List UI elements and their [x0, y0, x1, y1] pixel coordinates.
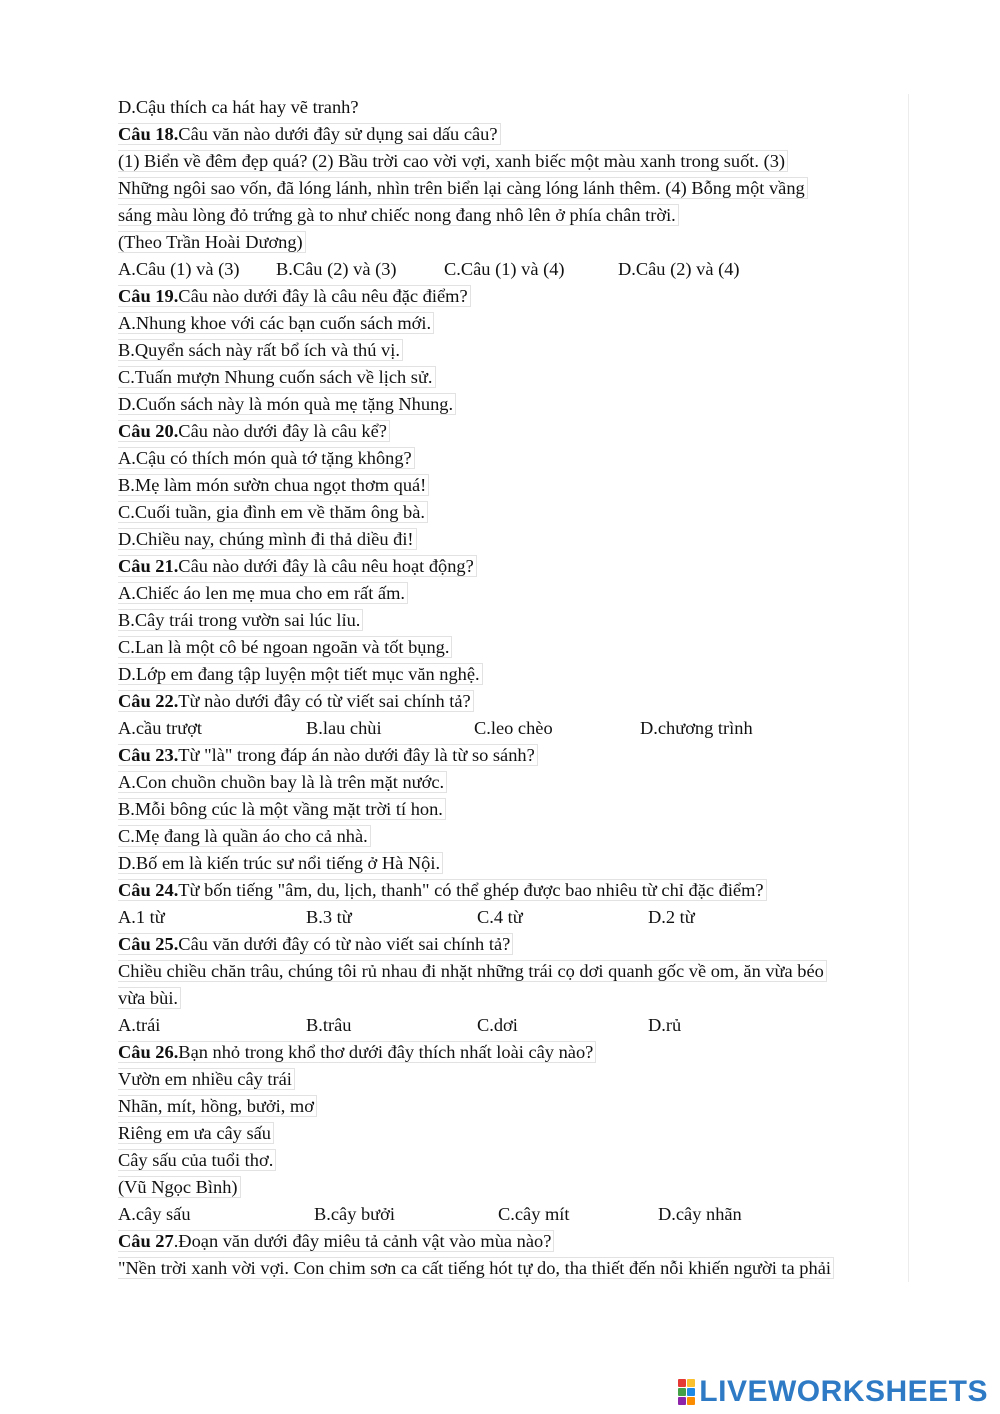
option-b[interactable]: B.Câu (2) và (3) [276, 259, 397, 279]
question-text: Câu văn nào dưới đây sử dụng sai dấu câu? [178, 124, 498, 144]
question-text: Câu nào dưới đây là câu kể? [178, 421, 387, 441]
option-line [118, 364, 908, 391]
option-line [118, 850, 908, 877]
option-d[interactable]: D.Câu (2) và (4) [618, 259, 740, 279]
option-c[interactable]: C.Cuối tuần, gia đình em về thăm ông bà. [118, 501, 428, 523]
option-b[interactable]: B.trâu [306, 1015, 352, 1035]
option-c[interactable]: C.Lan là một cô bé ngoan ngoãn và tốt bụng. [118, 636, 452, 658]
option-c[interactable]: C.dơi [477, 1015, 518, 1035]
question-24 [118, 877, 908, 904]
question-23 [118, 742, 908, 769]
option-line [118, 499, 908, 526]
option-line [118, 580, 908, 607]
question-number: Câu 19. [118, 286, 179, 306]
option-a[interactable]: A.Chiếc áo len mẹ mua cho em rất ấm. [118, 582, 408, 604]
option-c[interactable]: C.Câu (1) và (4) [444, 259, 565, 279]
option-line [118, 472, 908, 499]
passage-line [118, 1255, 908, 1282]
option-b[interactable]: B.Mẹ làm món sườn chua ngọt thơm quá! [118, 474, 429, 496]
poem-text: Riêng em ưa cây sấu [118, 1122, 274, 1144]
question-number: Câu 21. [118, 556, 179, 576]
option-line [118, 310, 908, 337]
option-d[interactable]: D.rủ [648, 1015, 682, 1035]
logo-square [678, 1379, 686, 1387]
option-b[interactable]: B.cây bưởi [314, 1204, 395, 1224]
passage-line [118, 958, 908, 985]
question-text: Câu nào dưới đây là câu nêu hoạt động? [178, 556, 474, 576]
option-b[interactable]: B.3 từ [306, 907, 352, 927]
option-c[interactable]: C.leo chèo [474, 718, 553, 738]
options-row [118, 1012, 908, 1039]
option-line [118, 445, 908, 472]
question-text: Từ nào dưới đây có từ viết sai chính tả? [178, 691, 471, 711]
logo-text: LIVEWORKSHEETS [699, 1375, 988, 1408]
option-a[interactable]: A.Con chuồn chuồn bay là là trên mặt nước. [118, 771, 447, 793]
passage-text: (1) Biển về đêm đẹp quá? (2) Bầu trời cao vời vợi, xanh biếc một màu xanh trong suốt. (3) [118, 150, 788, 172]
logo-square [687, 1397, 695, 1405]
option-a[interactable]: A.Nhung khoe với các bạn cuốn sách mới. [118, 312, 434, 334]
option-a[interactable]: A.cầu trượt [118, 718, 203, 738]
options-row [118, 715, 908, 742]
question-number: Câu 22. [118, 691, 179, 711]
question-19 [118, 283, 908, 310]
source-line [118, 1174, 908, 1201]
logo-square [678, 1397, 686, 1405]
option-a[interactable]: A.cây sấu [118, 1204, 191, 1224]
passage-text: Chiều chiều chăn trâu, chúng tôi rủ nhau đi nhặt những trái cọ dơi quanh gốc về om, ăn vừa béo [118, 960, 827, 982]
liveworksheets-logo[interactable] [678, 1376, 988, 1408]
poem-line [118, 1147, 908, 1174]
option-d[interactable]: D.2 từ [648, 907, 695, 927]
question-number: Câu 27 [118, 1231, 174, 1251]
option-line [118, 526, 908, 553]
option-line [118, 607, 908, 634]
passage-line [118, 202, 908, 229]
question-number: Câu 24. [118, 880, 179, 900]
poem-line [118, 1120, 908, 1147]
option-line [118, 634, 908, 661]
option-c[interactable]: C.Tuấn mượn Nhung cuốn sách về lịch sử. [118, 366, 436, 388]
passage-line [118, 148, 908, 175]
question-text: Từ bốn tiếng "âm, du, lịch, thanh" có thể ghép được bao nhiêu từ chỉ đặc điểm? [178, 880, 764, 900]
option-d[interactable]: D.Lớp em đang tập luyện một tiết mục văn nghệ. [118, 663, 483, 685]
option-c[interactable]: C.cây mít [498, 1204, 570, 1224]
option-d[interactable]: D.Bố em là kiến trúc sư nổi tiếng ở Hà Nội. [118, 852, 443, 874]
options-row [118, 904, 908, 931]
question-number: Câu 18. [118, 124, 179, 144]
question-text: Bạn nhỏ trong khổ thơ dưới đây thích nhất loài cây nào? [178, 1042, 594, 1062]
option-b[interactable]: B.Cây trái trong vườn sai lúc lỉu. [118, 609, 363, 631]
poem-text: Cây sấu của tuổi thơ. [118, 1149, 276, 1171]
question-number: Câu 26. [118, 1042, 179, 1062]
question-22 [118, 688, 908, 715]
options-row [118, 1201, 908, 1228]
passage-text: sáng màu lòng đỏ trứng gà to như chiếc nong đang nhô lên ở phía chân trời. [118, 204, 679, 226]
question-20 [118, 418, 908, 445]
option-d[interactable]: D.chương trình [640, 718, 753, 738]
option-line [118, 391, 908, 418]
question-text: .Đoạn văn dưới đây miêu tả cảnh vật vào mùa nào? [173, 1231, 552, 1251]
question-number: Câu 20. [118, 421, 179, 441]
passage-text: vừa bùi. [118, 987, 181, 1009]
option-line [118, 337, 908, 364]
option-d[interactable]: D.cây nhãn [658, 1204, 742, 1224]
logo-icon [678, 1379, 695, 1405]
option-line [118, 823, 908, 850]
option-d: D.Cậu thích ca hát hay vẽ tranh? [118, 97, 359, 117]
question-text: Từ "là" trong đáp án nào dưới đây là từ so sánh? [178, 745, 535, 765]
question-number: Câu 25. [118, 934, 179, 954]
passage-line [118, 985, 908, 1012]
question-text: Câu văn dưới đây có từ nào viết sai chính tả? [178, 934, 511, 954]
passage-text: Những ngôi sao vốn, đã lóng lánh, nhìn trên biển lại càng lóng lánh thêm. (4) Bỗng một vầng [118, 177, 808, 199]
poem-line [118, 1066, 908, 1093]
poem-text: Vườn em nhiều cây trái [118, 1068, 295, 1090]
passage-text: "Nền trời xanh vời vợi. Con chim sơn ca cất tiếng hót tự do, tha thiết đến nỗi khiến người ta phải [118, 1257, 834, 1279]
source-line [118, 229, 908, 256]
question-21 [118, 553, 908, 580]
option-line [118, 661, 908, 688]
question-18 [118, 121, 908, 148]
source-text: (Vũ Ngọc Bình) [118, 1176, 241, 1198]
passage-line [118, 175, 908, 202]
option-d[interactable]: D.Cuốn sách này là món quà mẹ tặng Nhung. [118, 393, 456, 415]
question-26 [118, 1039, 908, 1066]
question-25 [118, 931, 908, 958]
logo-square [687, 1379, 695, 1387]
source-text: (Theo Trần Hoài Dương) [118, 231, 306, 253]
option-a[interactable]: A.Cậu có thích món quà tớ tặng không? [118, 447, 415, 469]
options-row [118, 256, 908, 283]
option-a[interactable]: A.trái [118, 1015, 161, 1035]
option-a[interactable]: A.Câu (1) và (3) [118, 259, 240, 279]
poem-line [118, 1093, 908, 1120]
question-number: Câu 23. [118, 745, 179, 765]
option-b[interactable]: B.Mỗi bông cúc là một vầng mặt trời tí hon. [118, 798, 446, 820]
logo-square [678, 1388, 686, 1396]
question-text: Câu nào dưới đây là câu nêu đặc điểm? [178, 286, 468, 306]
logo-square [687, 1388, 695, 1396]
option-a[interactable]: A.1 từ [118, 907, 165, 927]
text-line [118, 94, 908, 121]
question-27 [118, 1228, 908, 1255]
option-c[interactable]: C.Mẹ đang là quần áo cho cả nhà. [118, 825, 371, 847]
option-b[interactable]: B.lau chùi [306, 718, 382, 738]
worksheet-page [118, 94, 909, 1282]
option-b[interactable]: B.Quyển sách này rất bổ ích và thú vị. [118, 339, 403, 361]
option-c[interactable]: C.4 từ [477, 907, 523, 927]
poem-text: Nhãn, mít, hồng, bưởi, mơ [118, 1095, 317, 1117]
option-line [118, 796, 908, 823]
option-line [118, 769, 908, 796]
option-d[interactable]: D.Chiều nay, chúng mình đi thả diều đi! [118, 528, 417, 550]
